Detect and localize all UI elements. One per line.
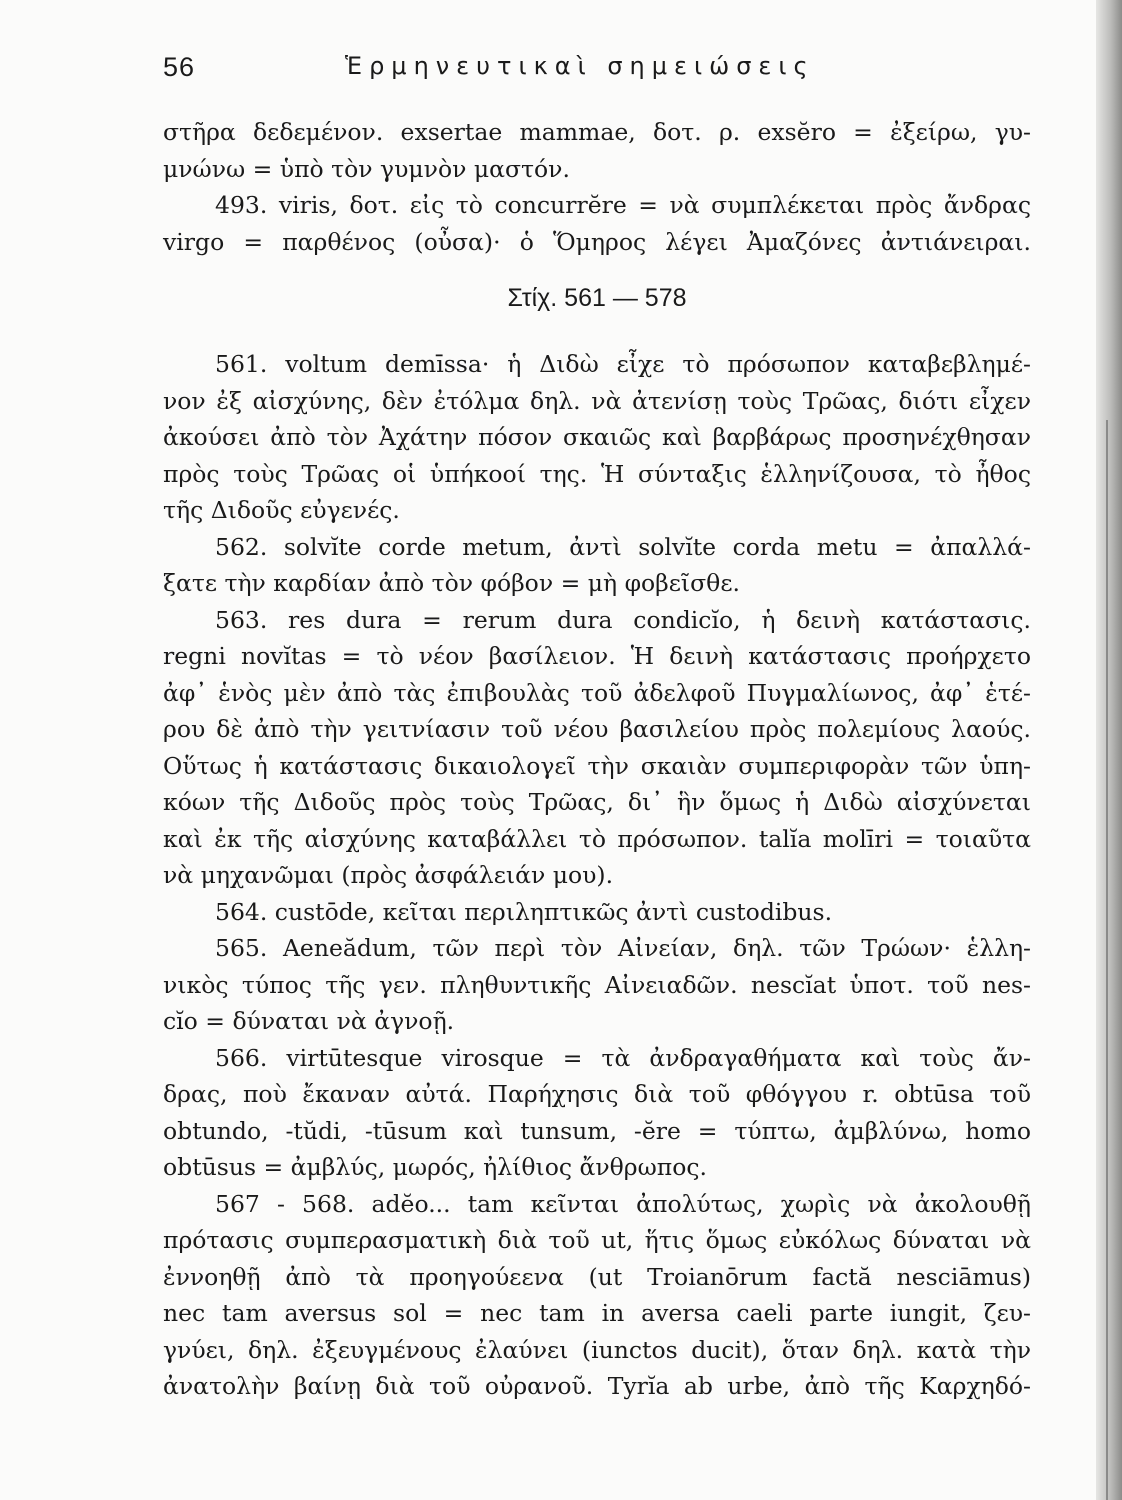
text-line: στῆρα δεδεμένον. exsertae mammae, δοτ. ρ. exsĕro = ἐξείρω, γυ- [163, 118, 1031, 146]
text-line: γνύει, δηλ. ἐξευγμένους ἐλαύνει (iunctos ducit), ὅταν δηλ. κατὰ τὴν [163, 1335, 1031, 1364]
text-line: 563. res dura = rerum dura condicĭo, ἡ δεινὴ κατάστασις. [215, 605, 1031, 634]
text-line: 493. viris, δοτ. εἰς τὸ concurrĕre = νὰ συμπλέκεται πρὸς ἄνδρας [215, 191, 1031, 219]
text-line: πρότασις συμπερασματικὴ διὰ τοῦ ut, ἥτις ὅμως εὐκόλως δύναται νὰ [163, 1226, 1031, 1254]
text-line: 567 - 568. adĕo... tam κεῖνται ἀπολύτως, χωρὶς νὰ ἀκολουθῇ [215, 1189, 1031, 1218]
page-body [163, 114, 1031, 1405]
text-line: ξατε τὴν καρδίαν ἀπὸ τὸν φόβον = μὴ φοβεῖσθε. [163, 569, 740, 597]
page-edge-shadow [1096, 0, 1122, 1500]
text-line: δρας, ποὺ ἔκαναν αὐτά. Παρήχησις διὰ τοῦ φθόγγου r. obtūsa τοῦ [163, 1080, 1031, 1108]
text-line: 564. custōde, κεῖται περιληπτικῶς ἀντὶ custodibus. [215, 897, 833, 926]
text-line: cĭo = δύναται νὰ ἀγνοῇ. [163, 1007, 455, 1035]
text-line: μνώνω = ὑπὸ τὸν γυμνὸν μαστόν. [163, 154, 570, 183]
text-line: virgo = παρθένος (οὖσα)· ὁ Ὅμηρος λέγει Ἀμαζόνες ἀντιάνειραι. [163, 227, 1031, 256]
text-line: regni novĭtas = τὸ νέον βασίλειον. Ἡ δεινὴ κατάστασις προήρχετο [163, 642, 1031, 670]
running-title: Ἑρμηνευτικαὶ σημειώσεις [345, 52, 815, 80]
text-line: καὶ ἐκ τῆς αἰσχύνης καταβάλλει τὸ πρόσωπον. talĭa molīri = τοιαῦτα [163, 824, 1031, 853]
text-line: Οὕτως ἡ κατάστασις δικαιολογεῖ τὴν σκαιὰν συμπεριφορὰν τῶν ὑπη- [163, 751, 1031, 780]
text-line: νὰ μηχανῶμαι (πρὸς ἀσφάλειάν μου). [163, 861, 614, 889]
text-line: ἀφ᾽ ἑνὸς μὲν ἀπὸ τὰς ἐπιβουλὰς τοῦ ἀδελφοῦ Πυγμαλίωνος, ἀφ᾽ ἑτέ- [163, 678, 1031, 707]
text-line: 562. solvĭte corde metum, ἀντὶ solvĭte corda metu = ἀπαλλά- [215, 532, 1031, 561]
text-line: κόων τῆς Διδοῦς πρὸς τοὺς Τρῶας, δι᾽ ἣν ὅμως ἡ Διδὼ αἰσχύνεται [163, 788, 1031, 816]
page-edge-line [1106, 420, 1108, 1500]
text-line: νον ἐξ αἰσχύνης, δὲν ἐτόλμα δηλ. νὰ ἀτενίσῃ τοὺς Τρῶας, διότι εἶχεν [163, 386, 1031, 415]
page-header [163, 52, 1033, 86]
text-line: τῆς Διδοῦς εὐγενές. [163, 496, 400, 524]
text-line: 566. virtūtesque virosque = τὰ ἀνδραγαθήματα καὶ τοὺς ἄν- [215, 1043, 1031, 1072]
text-line: obtundo, -tŭdi, -tūsum καὶ tunsum, -ĕre = τύπτω, ἀμβλύνω, homo [163, 1116, 1031, 1145]
section-heading: Στίχ. 561 — 578 [507, 284, 687, 312]
text-line: ἐννοηθῇ ἀπὸ τὰ προηγούεενα (ut Troianōrum factă nesciāmus) [163, 1262, 1031, 1291]
text-line: obtūsus = ἀμβλύς, μωρός, ἠλίθιος ἄνθρωπος. [163, 1153, 707, 1181]
text-line: νικὸς τύπος τῆς γεν. πληθυντικῆς Αἰνειαδῶν. nescĭat ὑποτ. τοῦ nes- [163, 970, 1031, 999]
text-line: πρὸς τοὺς Τρῶας οἱ ὑπήκοοί της. Ἡ σύνταξις ἑλληνίζουσα, τὸ ἦθος [163, 459, 1031, 488]
text-line: nec tam aversus sol = nec tam in aversa caeli parte iungit, ζευ- [163, 1299, 1031, 1327]
text-line: 565. Aeneădum, τῶν περὶ τὸν Αἰνείαν, δηλ. τῶν Τρώων· ἑλλη- [215, 934, 1031, 962]
text-line: ἀκούσει ἀπὸ τὸν Ἀχάτην πόσον σκαιῶς καὶ βαρβάρως προσηνέχθησαν [163, 423, 1031, 451]
page-number: 56 [163, 52, 196, 82]
text-line: ρου δὲ ἀπὸ τὴν γειτνίασιν τοῦ νέου βασιλείου πρὸς πολεμίους λαούς. [163, 715, 1031, 743]
text-line: ἀνατολὴν βαίνῃ διὰ τοῦ οὐρανοῦ. Tyrĭa ab urbe, ἀπὸ τῆς Καρχηδό- [163, 1372, 1031, 1400]
text-line: 561. voltum demīssa· ἡ Διδὼ εἶχε τὸ πρόσωπον καταβεβλημέ- [215, 350, 1031, 378]
